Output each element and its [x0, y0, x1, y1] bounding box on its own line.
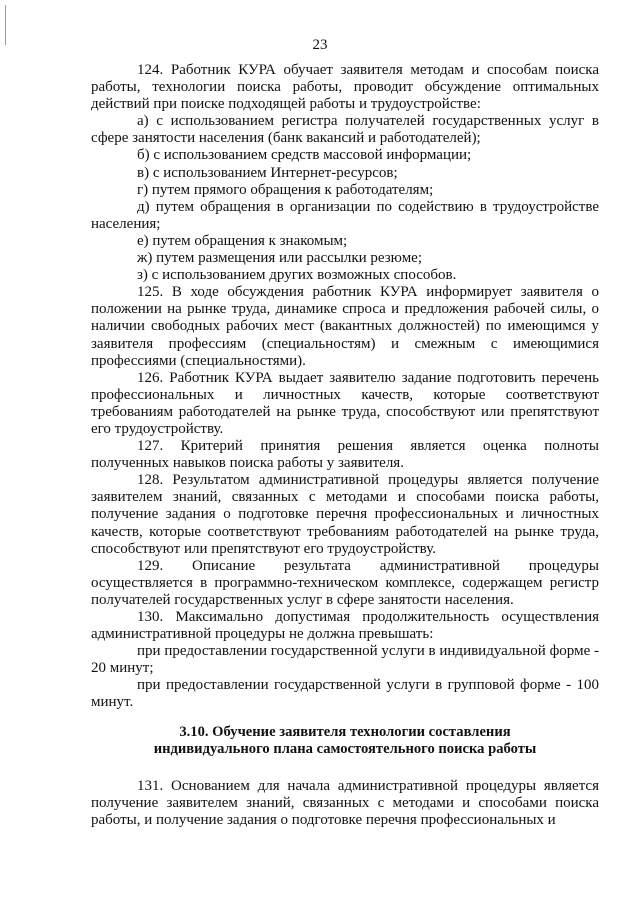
section-heading	[91, 724, 599, 758]
duration-individual: при предоставлении государственной услуги в индивидуальной форме - 20 минут;	[91, 643, 599, 677]
list-item-d: д) путем обращения в организации по содействию в трудоустройстве населения;	[91, 198, 599, 232]
list-item-g: г) путем прямого обращения к работодателям;	[137, 181, 434, 198]
list-item-b: б) с использованием средств массовой информации;	[137, 147, 472, 164]
list-item-e: е) путем обращения к знакомым;	[137, 232, 348, 249]
paragraph-131: 131. Основанием для начала административной процедуры является получение заявителем знаний, связанных с методами и способами поиска работы, и получение задания о подготовке перечня профессиональных и	[91, 777, 599, 828]
page-number: 23	[312, 37, 328, 53]
paragraph-130: 130. Максимально допустимая продолжительность осуществления административной процедуры не должна превышать:	[91, 609, 599, 643]
list-item-v: в) с использованием Интернет-ресурсов;	[137, 164, 398, 181]
section-heading-line2: индивидуального плана самостоятельного поиска работы	[153, 740, 537, 757]
list-item-zh: ж) путем размещения или рассылки резюме;	[137, 250, 423, 267]
list-item-z: з) с использованием других возможных способов.	[137, 267, 457, 284]
paragraph-127: 127. Критерий принятия решения является оценка полноты полученных навыков поиска работы у заявителя.	[91, 438, 599, 472]
paragraph-129: 129. Описание результата административной процедуры осуществляется в программно-техническом комплексе, содержащем регистр получателей государственных услуг в сфере занятости населения.	[91, 557, 599, 608]
paragraph-124: 124. Работник КУРА обучает заявителя методам и способам поиска работы, технологии поиска работы, проводит обсуждение оптимальных действий при поиске подходящей работы и трудоустройстве:	[91, 62, 599, 113]
paragraph-125: 125. В ходе обсуждения работник КУРА информирует заявителя о положении на рынке труда, динамике спроса и предложения рабочей силы, о наличии свободных рабочих мест (вакантных должностей) по имеющимся у заявителя профессиям (специальностям) и смежным с имеющимися профессиями (специальностями).	[91, 284, 599, 369]
paragraph-128: 128. Результатом административной процедуры является получение заявителем знаний, связанных с методами и способами поиска работы, получение задания о подготовке перечня профессиональных и личностных качеств, которые соответствуют требованиям работодателей на рынке труда, способствуют или препятствуют его трудоустройству.	[91, 472, 599, 557]
duration-group: при предоставлении государственной услуги в групповой форме - 100 минут.	[91, 677, 599, 711]
paragraph-126: 126. Работник КУРА выдает заявителю задание подготовить перечень профессиональных и личностных качеств, которые соответствуют требованиям работодателей на рынке труда, способствуют или препятствуют его трудоустройству.	[91, 369, 599, 437]
list-item-a: а) с использованием регистра получателей государственных услуг в сфере занятости населения (банк вакансий и работодателей);	[91, 113, 599, 147]
document-body	[91, 62, 599, 829]
section-heading-line1: 3.10. Обучение заявителя технологии составления	[179, 723, 511, 740]
